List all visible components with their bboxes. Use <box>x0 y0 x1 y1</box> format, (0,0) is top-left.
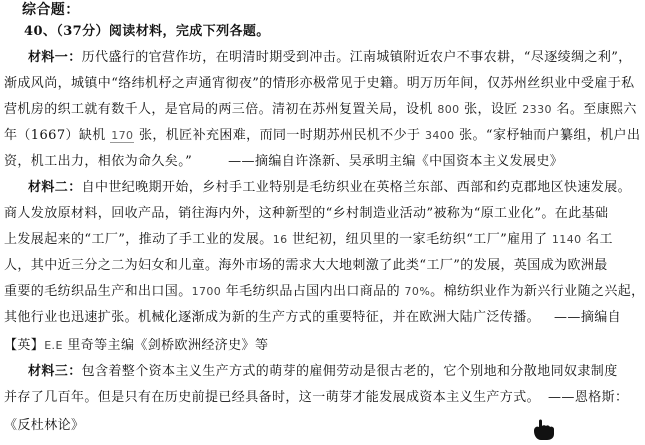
question-header <box>24 24 583 40</box>
material1-line1: 材料一：历代盛行的官营作坊，在明清时期受到冲击。江南城镇附近农户不事农耕，“尽逐绫绸之利”， <box>28 50 632 65</box>
material1-source: ——摘编自许涤新、吴承明主编《中国资本主义发展史》 <box>228 154 564 169</box>
material3-source: ——恩格斯 <box>548 390 616 405</box>
question-number: 40、 <box>24 24 57 39</box>
section-title: 综合题： <box>22 2 80 18</box>
material2-line5: 重要的毛纺织品生产和出口国。1700 年毛纺织品占国内出口商品的 70%。棉纺织业作为新兴行业随之兴起， <box>4 284 645 299</box>
material2-line4: 人，其中近三分之二为妇女和儿童。海外市场的需求大大地刺激了此类“工厂”的发展，英国成为欧洲最 <box>4 258 608 273</box>
material2-line7: 【英】E.E 里奇等主编《剑桥欧洲经济史》等 <box>4 338 269 353</box>
material1-label: 材料一： <box>28 50 82 65</box>
material1-line5: 资，机工出力，相依为命久矣。” ——摘编自许涤新、吴承明主编《中国资本主义发展史》 <box>4 154 564 169</box>
material3-line1: 材料三：包含着整个资本主义生产方式的萌芽的雇佣劳动是很古老的，它个别地和分散地同奴隶制度 <box>28 364 618 379</box>
question-points: （37分） <box>56 24 109 39</box>
material2-line1: 材料二：自中世纪晚期开始，乡村手工业特别是毛纺织业在英格兰东部、西部和约克郡地区快速发展。 <box>28 180 632 195</box>
material2-line2: 商人发放原材料，回收产品，销往海内外，这种新型的“乡村制造业活动”被称为“原工业化”。在此基础 <box>4 206 609 221</box>
question-instruction: 阅读材料，完成下列各题。 <box>108 24 270 39</box>
material3-line3: 《反杜林论》 <box>4 418 85 433</box>
material2-source-prefix: ——摘编自 <box>554 310 622 325</box>
material2-line3: 上发展起来的“工厂”，推动了手工业的发展。16 世纪初，纽贝里的一家毛纺织“工厂”雇用了 1140 名工 <box>4 232 613 247</box>
material2-line6: 其他行业也迅速扩张。机械化逐渐成为新的生产方式的重要特征，并在欧洲大陆广泛传播。 ——摘编自 <box>4 310 622 325</box>
material2-label: 材料二： <box>28 180 82 195</box>
material1-line3: 营机房的织工就有数千人，是官局的两三倍。清初在苏州复置关局，设机 800 张，设匠 2330 名。至康熙六 <box>4 102 637 117</box>
hand-cursor-icon <box>531 417 559 441</box>
material1-line2: 渐成风尚，城镇中“络纬机杼之声通宵彻夜”的情形亦极常见于史籍。明万历年间，仅苏州丝织业中受雇于私 <box>4 76 635 91</box>
material3-label: 材料三： <box>28 364 82 379</box>
material3-line2: 并存了几百年。但是只有在历史前提已经具备时，这一萌芽才能发展成资本主义生产方式。 ——恩格斯： <box>4 390 629 405</box>
material1-line4: 年（1667）缺机 170 张，机匠补充困难，而同一时期苏州民机不少于 3400 张。“家杼轴而户纂组，机户出 <box>4 128 641 143</box>
